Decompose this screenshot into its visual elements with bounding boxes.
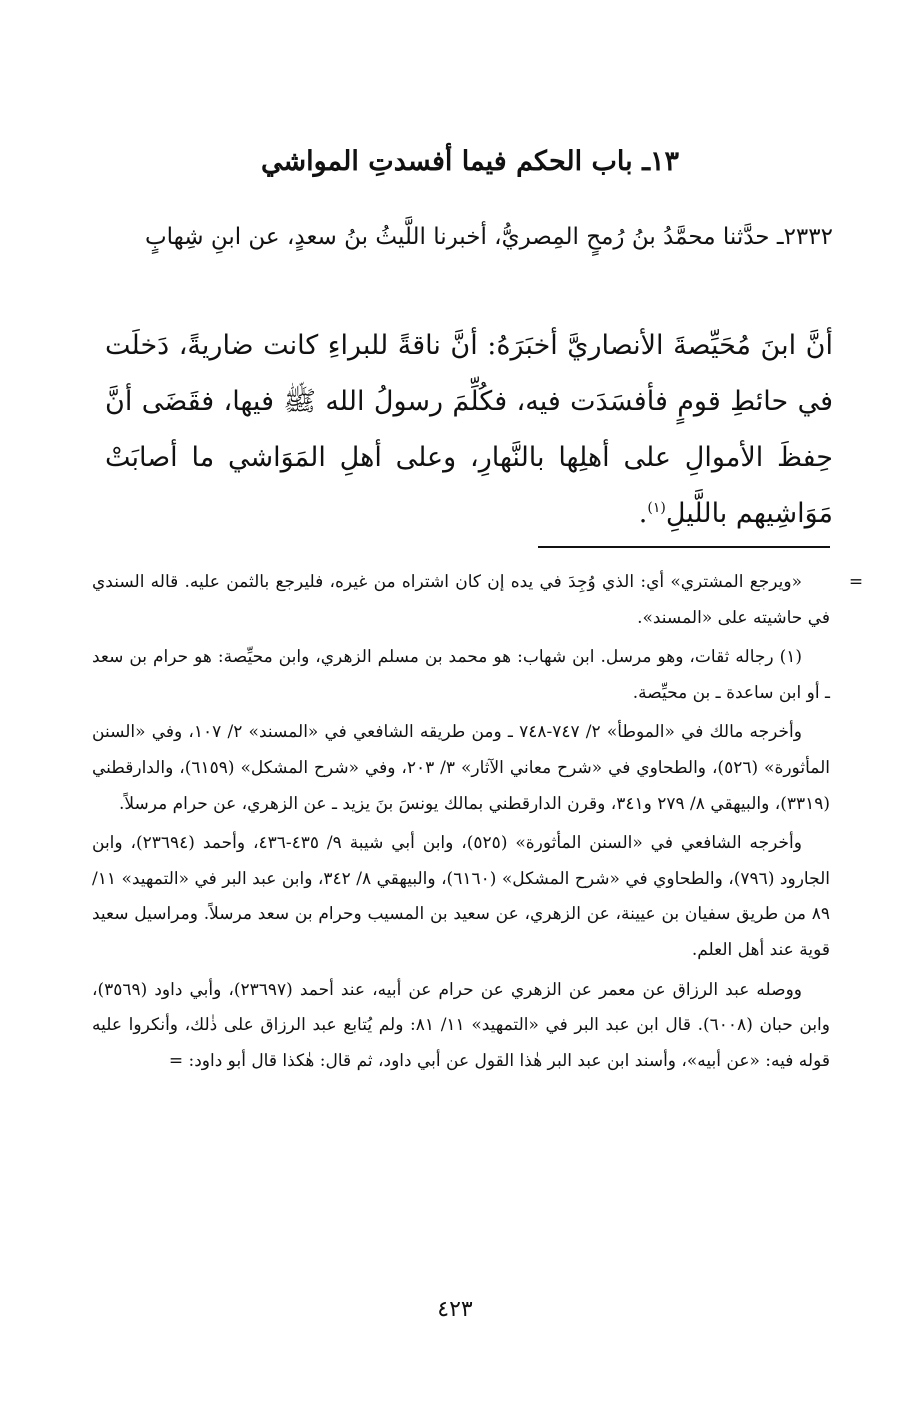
footnote-carry-over: «ويرجع المشتري» أي: الذي وُجِدَ في يده إن كان اشتراه من غيره، فليرجع بالثمن عليه. قاله السندي في حاشيته على «المسند». [92,572,830,628]
hadith-matn: أنَّ ابنَ مُحَيِّصةَ الأنصاريَّ أخبَرَهُ: أنَّ ناقةً للبراءِ كانت ضاريةً، دَخلَت في حائطِ قومٍ فأفسَدَت فيه، فكُلِّمَ رسولُ الله ﷺ فيها، فقَضَى أنَّ حِفظَ الأموالِ على أهلِها بالنَّهارِ، وعلى أهلِ المَوَاشي ما أصابَتْ مَوَاشِيهم باللَّيلِ [105,330,833,529]
page-number: ٤٢٣ [437,1297,473,1322]
chapter-title: ١٣ـ باب الحكم فيما أفسدتِ المواشي [260,146,679,177]
footnote-divider [538,546,830,548]
carry-over-mark: = [848,572,864,592]
footnote-paragraph: ووصله عبد الرزاق عن معمر عن الزهري عن حرام عن أبيه، عند أحمد (٢٣٦٩٧)، وأبي داود (٣٥٦٩)، وابن حبان (٦٠٠٨). قال ابن عبد البر في «التمهيد» ١١/ ٨١: ولم يُتابع عبد الرزاق على ذٰلك، وأنكروا عليه قوله فيه: «عن أبيه»، وأسند ابن عبد البر هٰذا القول عن أبي داود، ثم قال: هٰكذا قال أبو داود: = [92,979,830,1071]
hadith-matn-block [105,318,833,542]
hadith-isnad: ٢٣٣٢ـ حدَّثنا محمَّدُ بنُ رُمحٍ المِصريُّ، أخبرنا اللَّيثُ بنُ سعدٍ، عن ابنِ شِهابٍ [144,224,833,250]
footnotes-section [92,565,830,1083]
matn-end-mark: . [638,498,648,529]
footnote-paragraph: (١) رجاله ثقات، وهو مرسل. ابن شهاب: هو محمد بن مسلم الزهري، وابن محيِّصة: هو حرام بن سعد ـ أو ابن ساعدة ـ بن محيِّصة. [92,647,830,703]
footnote-paragraph: وأخرجه مالك في «الموطأ» ٢/ ٧٤٧-٧٤٨ ـ ومن طريقه الشافعي في «المسند» ٢/ ١٠٧، وفي «السنن المأثورة» (٥٢٦)، والطحاوي في «شرح معاني الآثار» ٣/ ٢٠٣، وفي «شرح المشكل» (٦١٥٩)، والدارقطني (٣٣١٩)، والبيهقي ٨/ ٢٧٩ و٣٤١، وقرن الدارقطني بمالك يونسَ بنَ يزيد ـ عن الزهري، عن حرام مرسلاً. [92,722,830,814]
footnote-marker: (١) [647,500,666,516]
footnote-paragraph: وأخرجه الشافعي في «السنن المأثورة» (٥٢٥)، وابن أبي شيبة ٩/ ٤٣٥-٤٣٦، وأحمد (٢٣٦٩٤)، وابن الجارود (٧٩٦)، والطحاوي في «شرح المشكل» (٦١٦٠)، والبيهقي ٨/ ٣٤٢، وابن عبد البر في «التمهيد» ١١/ ٨٩ من طريق سفيان بن عيينة، عن الزهري، عن سعيد بن المسيب وحرام بن سعد مرسلاً. ومراسيل سعيد قوية عند أهل العلم. [92,833,830,960]
